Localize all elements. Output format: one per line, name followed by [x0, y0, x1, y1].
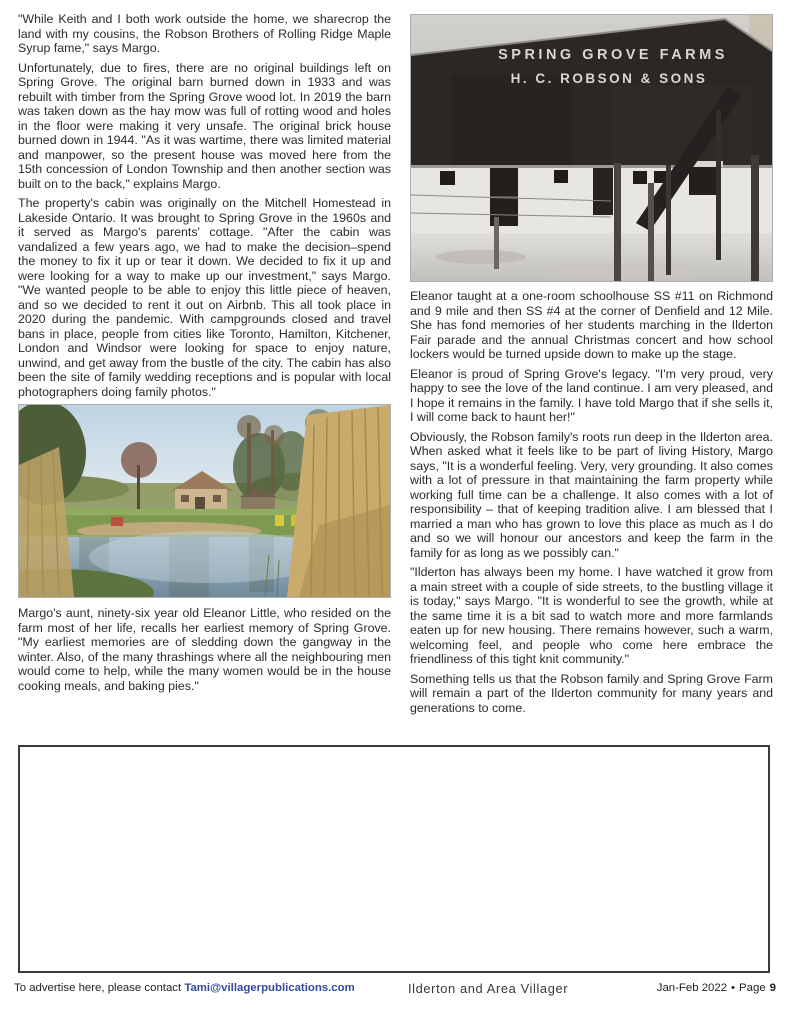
paragraph: Unfortunately, due to fires, there are no original buildings left on Spring Grove. The original barn burned down in 1933 and was rebuilt with timber from the Spring Grove wood lot. In 2019 the barn was taken down as the hay mow was full of rotting wood and holes in the floor were making it very unsafe. The original brick house burned down in 1944. "As it was wartime, there was limited material and manpower, so the present house was moved here from the 15th concession of London Township and then another section was built on to the back," explains Margo. — [18, 60, 391, 191]
bullet-separator: • — [731, 982, 736, 994]
paragraph: Eleanor taught at a one-room schoolhouse SS #11 on Richmond and 9 mile and then SS #4 at the corner of Denfield and 12 Mile. She has fond memories of her students marching in the Ilderton Fair parade and the annual Christmas concert and how school lockers would be turned upside down to make up the stage. — [410, 289, 773, 361]
page-footer — [0, 981, 791, 1001]
advertise-notice — [14, 982, 355, 994]
barn-sign-line-1: SPRING GROVE FARMS — [498, 47, 728, 63]
photo-caption-paragraph: Margo's aunt, ninety-six year old Eleanor Little, who resided on the farm most of her life, recalls her earliest memory of Spring Grove. "My earliest memories are of sledding down the gangway in the winter. Also, of the many thrashings where all the neighbouring men would come to help, while the many women would be in the house cooking meals, and baking pies." — [18, 606, 391, 693]
paragraph: "Ilderton has always been my home. I have watched it grow from a main street with a couple of side streets, to the bustling village it is today," says Margo. "It is wonderful to see the growth, while at the same time it is a bit sad to watch more and more farmlands eaten up for new housing. There remains however, such a warm, welcoming feel, and people who come here embrace the friendliness of this tight knit community." — [410, 565, 773, 666]
barn-photo — [410, 14, 773, 282]
advertise-email-link[interactable]: Tami@villagerpublications.com — [184, 982, 355, 994]
issue-date: Jan-Feb 2022 — [656, 982, 728, 994]
pond-photo — [18, 404, 391, 598]
page-number: 9 — [769, 982, 776, 994]
paragraph: Eleanor is proud of Spring Grove's legacy. "I'm very proud, very happy to see the love of the land continue. I am very pleased, and I hope it remains in the family. I have told Margo that if she sells it, I will come back to haunt her!" — [410, 366, 773, 424]
page-label: Page — [739, 982, 766, 994]
right-column — [410, 12, 773, 720]
advertise-text: To advertise here, please contact — [14, 982, 185, 994]
paragraph: Obviously, the Robson family's roots run deep in the Ilderton area. When asked what it feels like to be part of living History, Margo says, "It is a wonderful feeling. Very, very grounding. It also comes with a lot of pressure in that maintaining the farm property while working full time can be a challenge. It also comes with a lot of responsibility – that of keeping tradition alive. I am blessed that I married a man who has grown to love this place as much as I do and so we will honour our ancestors and keep the farm in the family for as long as we possibly can." — [410, 429, 773, 560]
paragraph: Something tells us that the Robson family and Spring Grove Farm will remain a part of the Ilderton community for many years and generations to come. — [410, 671, 773, 715]
article-body — [18, 12, 773, 720]
publication-name: Ilderton and Area Villager — [408, 981, 569, 996]
barn-sign-line-2: H. C. ROBSON & SONS — [510, 71, 708, 86]
left-column — [18, 12, 391, 720]
issue-page-info — [657, 982, 776, 994]
paragraph: The property's cabin was originally on the Mitchell Homestead in Lakeside Ontario. It was brought to Spring Grove in the 1960s and it served as Margo's parents' cottage. "After the cabin was vandalized a few years ago, we had to make the decision–spend the money to fix it up or tear it down. We decided to fix it up and were looking for a way to make up our investment," says Margo. "We wanted people to be able to enjoy this little piece of heaven, and so we decided to rent it out on Airbnb. This all took place in 2020 during the pandemic. With campgrounds closed and travel bans in place, people from cities like Toronto, Hamilton, Kitchener, London and Windsor were looking for space to enjoy nature, unwind, and get away from the bustle of the city. The cabin has also been the site of family wedding receptions and is popular with local photographers doing family photos." — [18, 196, 391, 399]
ad-placeholder-box — [18, 745, 770, 973]
paragraph: "While Keith and I both work outside the home, we sharecrop the land with my cousins, the Robson Brothers of Rolling Ridge Maple Syrup fame," says Margo. — [18, 12, 391, 55]
